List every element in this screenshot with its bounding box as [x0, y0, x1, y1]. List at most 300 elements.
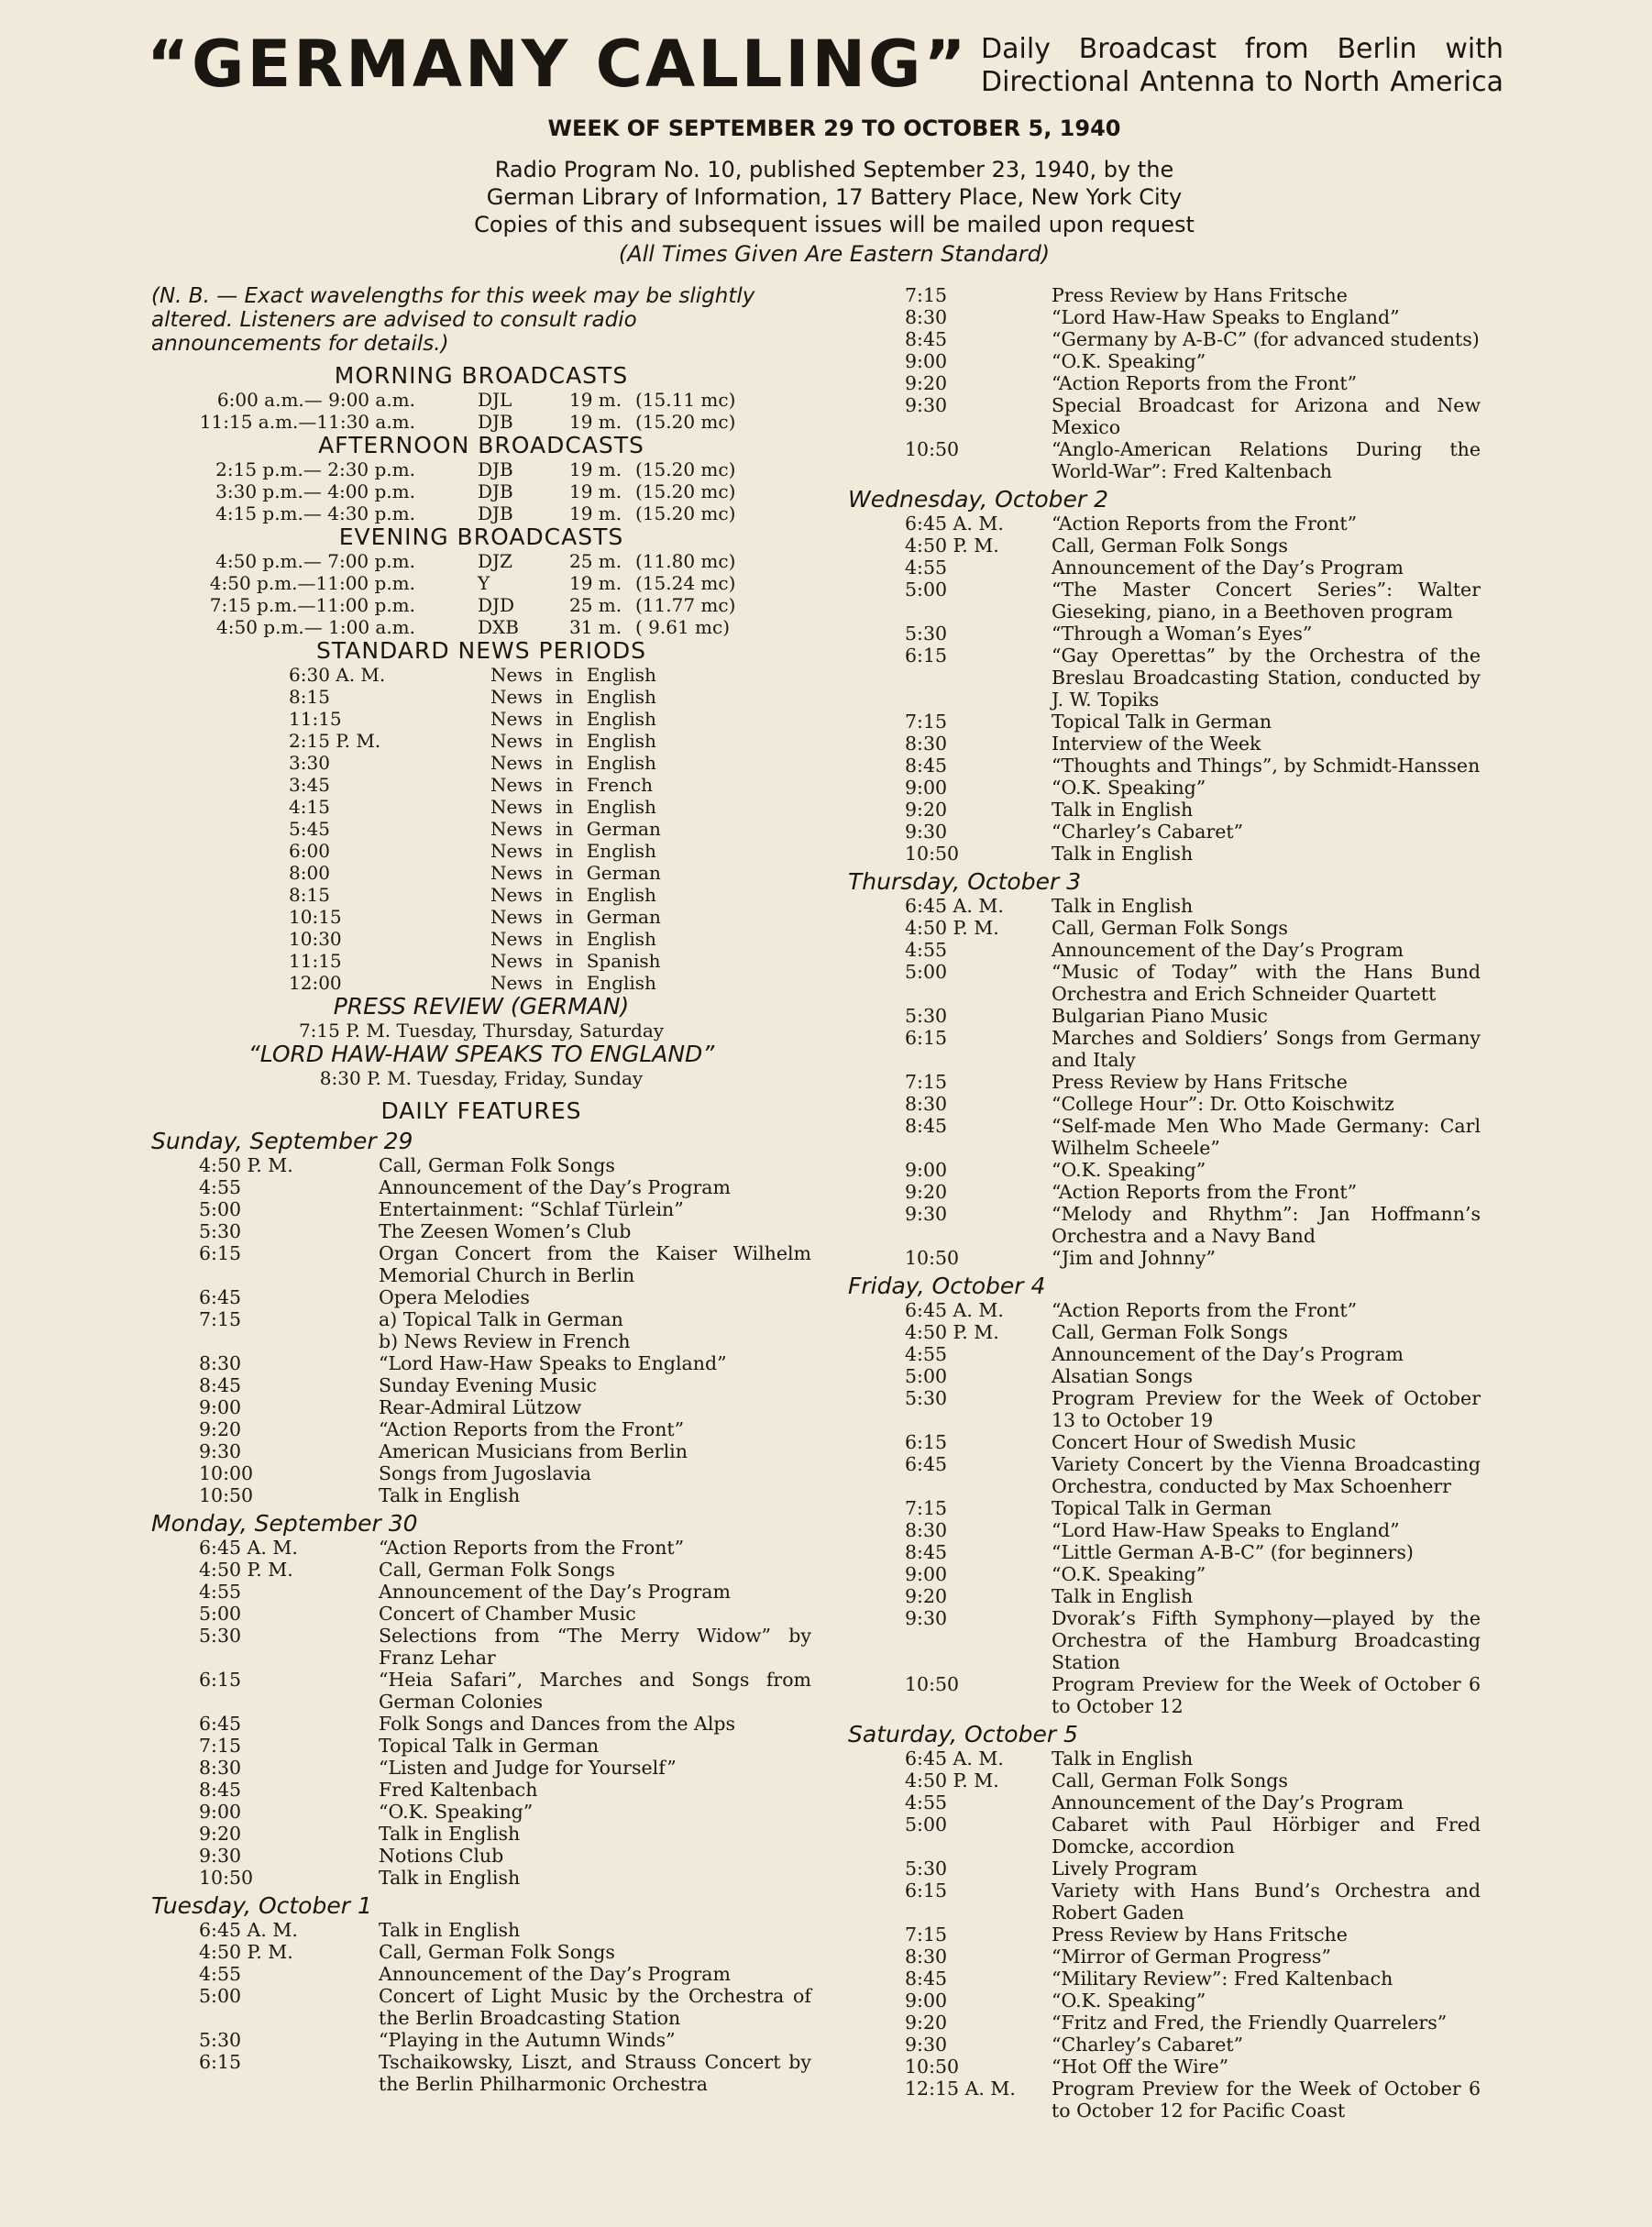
program-item: [151, 2051, 811, 2095]
news-program: News in English: [490, 928, 656, 950]
program-item: [151, 1823, 811, 1845]
program-time: 8:30: [905, 1093, 948, 1115]
day-heading: Wednesday, October 2: [848, 486, 1109, 513]
station-call: DJZ: [478, 550, 512, 572]
program-time: 9:00: [905, 1159, 948, 1181]
program-item: [151, 1286, 811, 1308]
program-item: [848, 1990, 1481, 2012]
program-item: [848, 535, 1481, 557]
program-time: 4:55: [199, 1581, 242, 1603]
wavelength: 19 m.: [569, 502, 622, 524]
program-item: [848, 961, 1481, 1005]
program-title: Call, German Folk Songs: [1052, 917, 1288, 939]
program-time: 9:20: [905, 1181, 948, 1203]
news-program: News in English: [490, 730, 656, 752]
day-heading: Tuesday, October 1: [151, 1892, 372, 1919]
program-time: 6:15: [199, 2051, 242, 2073]
program-item: [151, 1603, 811, 1625]
program-item: [848, 1924, 1481, 1946]
program-title: Press Review by Hans Fritsche: [1052, 1071, 1348, 1093]
program-title: a) Topical Talk in German: [379, 1308, 623, 1330]
press-review-section: [151, 994, 811, 1042]
news-program: News in English: [490, 752, 656, 774]
program-title: “Action Reports from the Front”: [1052, 1181, 1358, 1203]
times-note: (All Times Given Are Eastern Standard): [618, 241, 1051, 267]
program-item: [848, 1115, 1481, 1159]
news-program: News in English: [490, 708, 656, 730]
program-time: 8:45: [905, 1968, 948, 1990]
program-time: 5:00: [905, 961, 948, 983]
program-time: 5:00: [199, 1603, 242, 1625]
program-item: [151, 1330, 811, 1352]
program-item: [848, 843, 1481, 865]
program-time: 6:45: [199, 1713, 242, 1735]
program-title: Concert Hour of Swedish Music: [1052, 1431, 1356, 1453]
broadcast-row: [151, 572, 811, 594]
program-title: Call, German Folk Songs: [379, 1559, 615, 1581]
news-row: [151, 840, 811, 862]
broadcast-schedule: [151, 363, 811, 638]
program-title: “O.K. Speaking”: [1052, 350, 1206, 372]
news-time: 6:30 A. M.: [289, 664, 386, 686]
program-item: [848, 1607, 1481, 1673]
section-heading: STANDARD NEWS PERIODS: [316, 637, 646, 664]
news-program: News in German: [490, 862, 661, 884]
program-title: Call, German Folk Songs: [1052, 1321, 1288, 1343]
station-call: DJB: [478, 502, 513, 524]
program-time: 7:15: [905, 1071, 948, 1093]
wavelength: 19 m.: [569, 411, 622, 433]
program-title: Organ Concert from the Kaiser Wilhelm Memorial Church in Berlin: [379, 1242, 811, 1286]
program-time: 9:30: [905, 394, 948, 416]
news-row: [151, 708, 811, 730]
program-time: 7:15: [199, 1735, 242, 1757]
broadcast-time: 2:15 p.m.— 2:30 p.m.: [215, 458, 415, 480]
frequency: (15.20 mc): [635, 502, 736, 524]
program-title: Sunday Evening Music: [379, 1374, 597, 1396]
broadcast-row: [151, 458, 811, 480]
news-row: [151, 906, 811, 928]
program-time: 10:50: [199, 1867, 254, 1889]
program-item: [848, 306, 1481, 328]
program-item: [151, 1537, 811, 1559]
program-time: 6:15: [199, 1242, 242, 1264]
program-title: Marches and Soldiers’ Songs from Germany and Italy: [1052, 1027, 1481, 1071]
station-call: DJB: [478, 458, 513, 480]
program-time: 4:55: [199, 1963, 242, 1985]
news-time: 6:00: [289, 840, 330, 862]
program-time: 9:30: [905, 1607, 948, 1629]
press-review-line: 7:15 P. M. Tuesday, Thursday, Saturday: [298, 1020, 665, 1042]
program-time: 6:15: [199, 1669, 242, 1691]
program-title: “Lord Haw-Haw Speaks to England”: [1052, 1519, 1400, 1541]
program-time: 9:30: [905, 821, 948, 843]
program-time: 9:30: [905, 2034, 948, 2056]
program-title: Notions Club: [379, 1845, 504, 1867]
program-title: Talk in English: [1052, 843, 1194, 865]
program-title: “Through a Woman’s Eyes”: [1052, 623, 1313, 645]
program-time: 9:20: [199, 1418, 242, 1440]
program-title: Press Review by Hans Fritsche: [1052, 284, 1348, 306]
program-title: Special Broadcast for Arizona and New Mexico: [1052, 394, 1481, 438]
program-item: [848, 1946, 1481, 1968]
program-time: 4:50 P. M.: [905, 1769, 999, 1792]
program-title: Dvorak’s Fifth Symphony—played by the Orchestra of the Hamburg Broadcasting Station: [1052, 1607, 1481, 1673]
program-time: 6:45: [199, 1286, 242, 1308]
frequency: (11.77 mc): [635, 594, 736, 616]
program-time: 9:20: [905, 1585, 948, 1607]
daily-features-left: [151, 1128, 811, 2095]
program-title: “Charley’s Cabaret”: [1052, 821, 1244, 843]
lord-haw-haw-line: 8:30 P. M. Tuesday, Friday, Sunday: [319, 1067, 644, 1089]
program-time: 5:00: [199, 1198, 242, 1220]
program-time: 7:15: [905, 1497, 948, 1519]
program-item: [848, 1247, 1481, 1269]
news-time: 3:30: [289, 752, 330, 774]
frequency: ( 9.61 mc): [635, 616, 731, 638]
program-title: Call, German Folk Songs: [379, 1941, 615, 1963]
program-item: [848, 821, 1481, 843]
program-item: [151, 1757, 811, 1779]
program-item: [151, 1801, 811, 1823]
program-title: “Fritz and Fred, the Friendly Quarrelers”: [1052, 2012, 1448, 2034]
program-item: [151, 1867, 811, 1889]
program-title: Announcement of the Day’s Program: [1052, 939, 1404, 961]
publication-line: German Library of Information, 17 Battery Place, New York City: [486, 184, 1183, 210]
frequency: (15.20 mc): [635, 411, 736, 433]
program-title: Fred Kaltenbach: [379, 1779, 538, 1801]
program-time: [151, 1330, 379, 1352]
program-time: 5:30: [905, 1005, 948, 1027]
program-item: [151, 1963, 811, 1985]
program-item: [151, 1242, 811, 1286]
program-title: Program Preview for the Week of October 6 to October 12: [1052, 1673, 1481, 1717]
program-title: “Mirror of German Progress”: [1052, 1946, 1331, 1968]
program-item: [151, 1198, 811, 1220]
news-time: 11:15: [289, 708, 342, 730]
program-item: [151, 1779, 811, 1801]
program-item: [151, 1845, 811, 1867]
program-time: 10:00: [199, 1462, 254, 1484]
program-title: Announcement of the Day’s Program: [1052, 557, 1404, 579]
program-time: 6:45 A. M.: [199, 1919, 298, 1941]
broadcast-time: 4:50 p.m.— 1:00 a.m.: [216, 616, 415, 638]
program-item: [848, 645, 1481, 711]
program-title: “Thoughts and Things”, by Schmidt-Hanssen: [1052, 755, 1481, 777]
section-heading: MORNING BROADCASTS: [334, 362, 629, 389]
station-call: Y: [478, 572, 490, 594]
news-row: [151, 752, 811, 774]
program-item: [848, 2012, 1481, 2034]
news-time: 10:30: [289, 928, 342, 950]
program-time: 8:30: [905, 733, 948, 755]
page-title: “GERMANY CALLING”: [147, 27, 969, 102]
news-row: [151, 884, 811, 906]
daily-features-right: [848, 486, 1481, 2122]
news-row: [151, 928, 811, 950]
broadcast-time: 4:50 p.m.—11:00 p.m.: [209, 572, 415, 594]
program-title: “Action Reports from the Front”: [1052, 513, 1358, 535]
right-column: [848, 284, 1481, 2122]
station-call: DXB: [478, 616, 519, 638]
publication-line: Radio Program No. 10, published September 23, 1940, by the: [494, 157, 1174, 182]
program-title: Announcement of the Day’s Program: [379, 1176, 731, 1198]
station-call: DJL: [478, 389, 512, 411]
program-item: [151, 1154, 811, 1176]
program-time: 6:15: [905, 1880, 948, 1902]
program-title: “Anglo-American Relations During the World-War”: Fred Kaltenbach: [1052, 438, 1481, 482]
program-title: “Gay Operettas” by the Orchestra of the Breslau Broadcasting Station, conducted by J. W. Topiks: [1052, 645, 1481, 711]
program-time: 8:30: [905, 1946, 948, 1968]
week-line: WEEK OF SEPTEMBER 29 TO OCTOBER 5, 1940: [547, 116, 1121, 141]
program-time: 9:20: [905, 799, 948, 821]
program-item: [151, 1941, 811, 1963]
program-title: “Military Review”: Fred Kaltenbach: [1052, 1968, 1393, 1990]
program-title: “Melody and Rhythm”: Jan Hoffmann’s Orchestra and a Navy Band: [1052, 1203, 1481, 1247]
program-time: 9:20: [905, 372, 948, 394]
news-row: [151, 950, 811, 972]
broadcast-time: 4:15 p.m.— 4:30 p.m.: [215, 502, 415, 524]
program-time: 4:55: [199, 1176, 242, 1198]
news-row: [151, 796, 811, 818]
day-section: [848, 1721, 1481, 2122]
program-title: “Germany by A-B-C” (for advanced students): [1052, 328, 1480, 350]
program-item: [151, 1418, 811, 1440]
news-program: News in Spanish: [490, 950, 661, 972]
program-item: [848, 1343, 1481, 1365]
news-program: News in German: [490, 818, 661, 840]
daily-features-heading: DAILY FEATURES: [380, 1097, 582, 1124]
program-title: “Action Reports from the Front”: [1052, 372, 1358, 394]
program-title: “O.K. Speaking”: [1052, 1563, 1206, 1585]
program-time: 4:50 P. M.: [199, 1154, 293, 1176]
program-title: “O.K. Speaking”: [379, 1801, 534, 1823]
program-item: [151, 1713, 811, 1735]
program-title: “Action Reports from the Front”: [379, 1537, 685, 1559]
program-item: [848, 328, 1481, 350]
program-time: 6:45: [905, 1453, 948, 1475]
program-title: Talk in English: [1052, 1585, 1194, 1607]
program-time: 6:45 A. M.: [199, 1537, 298, 1559]
program-item: [848, 350, 1481, 372]
day-heading: Saturday, October 5: [848, 1721, 1078, 1747]
news-row: [151, 730, 811, 752]
program-time: 9:00: [905, 1563, 948, 1585]
program-title: Variety with Hans Bund’s Orchestra and Robert Gaden: [1052, 1880, 1481, 1924]
program-title: Announcement of the Day’s Program: [1052, 1792, 1404, 1814]
program-title: American Musicians from Berlin: [379, 1440, 688, 1462]
program-time: 6:45 A. M.: [905, 513, 1004, 535]
program-title: The Zeesen Women’s Club: [379, 1220, 632, 1242]
program-title: “O.K. Speaking”: [1052, 1990, 1206, 2012]
program-title: “Charley’s Cabaret”: [1052, 2034, 1244, 2056]
program-title: “Hot Off the Wire”: [1052, 2056, 1229, 2078]
program-item: [848, 1159, 1481, 1181]
program-item: [848, 2056, 1481, 2078]
program-item: [848, 1203, 1481, 1247]
section-heading: EVENING BROADCASTS: [338, 524, 624, 550]
wavelength: 31 m.: [569, 616, 622, 638]
program-item: [848, 372, 1481, 394]
program-time: 4:55: [905, 939, 948, 961]
broadcast-row: [151, 594, 811, 616]
program-title: “O.K. Speaking”: [1052, 1159, 1206, 1181]
broadcast-row: [151, 616, 811, 638]
program-title: Call, German Folk Songs: [1052, 1769, 1288, 1792]
program-title: “Lord Haw-Haw Speaks to England”: [379, 1352, 727, 1374]
frequency: (15.24 mc): [635, 572, 736, 594]
program-title: b) News Review in French: [379, 1330, 631, 1352]
program-title: “Music of Today” with the Hans Bund Orchestra and Erich Schneider Quartett: [1052, 961, 1481, 1005]
program-title: Alsatian Songs: [1052, 1365, 1194, 1387]
program-item: [848, 1299, 1481, 1321]
program-item: [151, 1625, 811, 1669]
program-time: 10:50: [905, 2056, 960, 2078]
broadcast-row: [151, 502, 811, 524]
program-time: 5:30: [199, 1220, 242, 1242]
day-section: [848, 868, 1481, 1269]
program-time: 5:30: [905, 1858, 948, 1880]
wavelength: 19 m.: [569, 480, 622, 502]
program-title: “O.K. Speaking”: [1052, 777, 1206, 799]
program-title: “Playing in the Autumn Winds”: [379, 2029, 676, 2051]
program-time: 7:15: [905, 1924, 948, 1946]
day-section: [848, 1273, 1481, 1717]
program-item: [848, 1519, 1481, 1541]
day-section: [151, 1128, 811, 1506]
news-time: 12:00: [289, 972, 342, 994]
frequency: (15.20 mc): [635, 458, 736, 480]
program-title: Cabaret with Paul Hörbiger and Fred Domcke, accordion: [1052, 1814, 1481, 1858]
program-item: [848, 557, 1481, 579]
program-item: [848, 755, 1481, 777]
program-item: [848, 1563, 1481, 1585]
program-item: [848, 394, 1481, 438]
day-heading: Sunday, September 29: [151, 1128, 413, 1154]
program-time: 4:50 P. M.: [905, 917, 999, 939]
program-item: [848, 1792, 1481, 1814]
program-time: 9:00: [905, 350, 948, 372]
program-title: Call, German Folk Songs: [1052, 535, 1288, 557]
program-item: [848, 711, 1481, 733]
section-heading: AFTERNOON BROADCASTS: [318, 432, 644, 458]
program-time: 5:30: [199, 1625, 242, 1647]
program-time: 4:50 P. M.: [199, 1559, 293, 1581]
program-item: [151, 1985, 811, 2029]
program-item: [848, 2034, 1481, 2056]
program-item: [151, 1220, 811, 1242]
program-title: Topical Talk in German: [1052, 1497, 1272, 1519]
program-title: Press Review by Hans Fritsche: [1052, 1924, 1348, 1946]
program-title: Topical Talk in German: [379, 1735, 600, 1757]
program-item: [848, 1005, 1481, 1027]
program-title: Lively Program: [1052, 1858, 1198, 1880]
program-time: 9:00: [199, 1396, 242, 1418]
program-time: 8:45: [905, 1541, 948, 1563]
program-title: Talk in English: [1052, 1747, 1194, 1769]
program-item: [151, 1559, 811, 1581]
program-time: 8:30: [905, 306, 948, 328]
program-time: 4:50 P. M.: [905, 535, 999, 557]
news-row: [151, 972, 811, 994]
program-time: 6:15: [905, 1431, 948, 1453]
program-item: [848, 1453, 1481, 1497]
left-column: [151, 284, 811, 2095]
program-item: [848, 1387, 1481, 1431]
program-item: [848, 623, 1481, 645]
program-item: [151, 1352, 811, 1374]
day-section: [848, 486, 1481, 865]
day-heading: Thursday, October 3: [848, 868, 1082, 895]
program-item: [151, 1440, 811, 1462]
program-item: [848, 895, 1481, 917]
program-item: [848, 1071, 1481, 1093]
program-item: [848, 1365, 1481, 1387]
program-title: “Action Reports from the Front”: [379, 1418, 685, 1440]
program-time: 9:00: [199, 1801, 242, 1823]
program-time: 6:15: [905, 645, 948, 667]
program-title: Variety Concert by the Vienna Broadcasting Orchestra, conducted by Max Schoenherr: [1052, 1453, 1481, 1497]
program-item: [151, 1176, 811, 1198]
program-time: 7:15: [199, 1308, 242, 1330]
broadcast-time: 3:30 p.m.— 4:00 p.m.: [215, 480, 415, 502]
section-heading: PRESS REVIEW (GERMAN): [333, 993, 630, 1020]
program-time: 5:30: [905, 623, 948, 645]
program-title: Program Preview for the Week of October 13 to October 19: [1052, 1387, 1481, 1431]
broadcast-row: [151, 411, 811, 433]
program-time: 9:00: [905, 1990, 948, 2012]
program-time: 5:30: [199, 2029, 242, 2051]
news-time: 3:45: [289, 774, 330, 796]
program-title: Talk in English: [379, 1867, 521, 1889]
broadcast-row: [151, 550, 811, 572]
broadcast-time: 6:00 a.m.— 9:00 a.m.: [216, 389, 415, 411]
program-item: [151, 1919, 811, 1941]
program-time: 8:45: [199, 1374, 242, 1396]
program-time: 8:45: [905, 1115, 948, 1137]
wavelength: 19 m.: [569, 389, 622, 411]
news-row: [151, 664, 811, 686]
program-item: [848, 1093, 1481, 1115]
program-title: Talk in English: [1052, 895, 1194, 917]
program-title: “Jim and Johnny”: [1052, 1247, 1216, 1269]
program-item: [848, 1858, 1481, 1880]
program-item: [848, 438, 1481, 482]
broadcast-time: 7:15 p.m.—11:00 p.m.: [209, 594, 415, 616]
day-heading: Monday, September 30: [151, 1510, 418, 1537]
news-program: News in English: [490, 686, 656, 708]
news-program: News in French: [490, 774, 653, 796]
program-title: Songs from Jugoslavia: [379, 1462, 591, 1484]
program-title: Folk Songs and Dances from the Alps: [379, 1713, 736, 1735]
news-time: 11:15: [289, 950, 342, 972]
program-title: “Listen and Judge for Yourself”: [379, 1757, 677, 1779]
wavelength: 25 m.: [569, 594, 622, 616]
program-item: [848, 1027, 1481, 1071]
program-time: 7:15: [905, 284, 948, 306]
program-item: [151, 1462, 811, 1484]
program-time: 9:00: [905, 777, 948, 799]
news-time: 8:15: [289, 884, 330, 906]
program-item: [848, 579, 1481, 623]
program-time: 4:55: [905, 1343, 948, 1365]
lord-haw-haw-section: [151, 1042, 811, 1089]
program-time: 9:20: [905, 2012, 948, 2034]
wavelength: 19 m.: [569, 458, 622, 480]
program-title: Program Preview for the Week of October 6 to October 12 for Pacific Coast: [1052, 2078, 1481, 2122]
program-time: 10:50: [905, 438, 960, 460]
program-item: [151, 1581, 811, 1603]
